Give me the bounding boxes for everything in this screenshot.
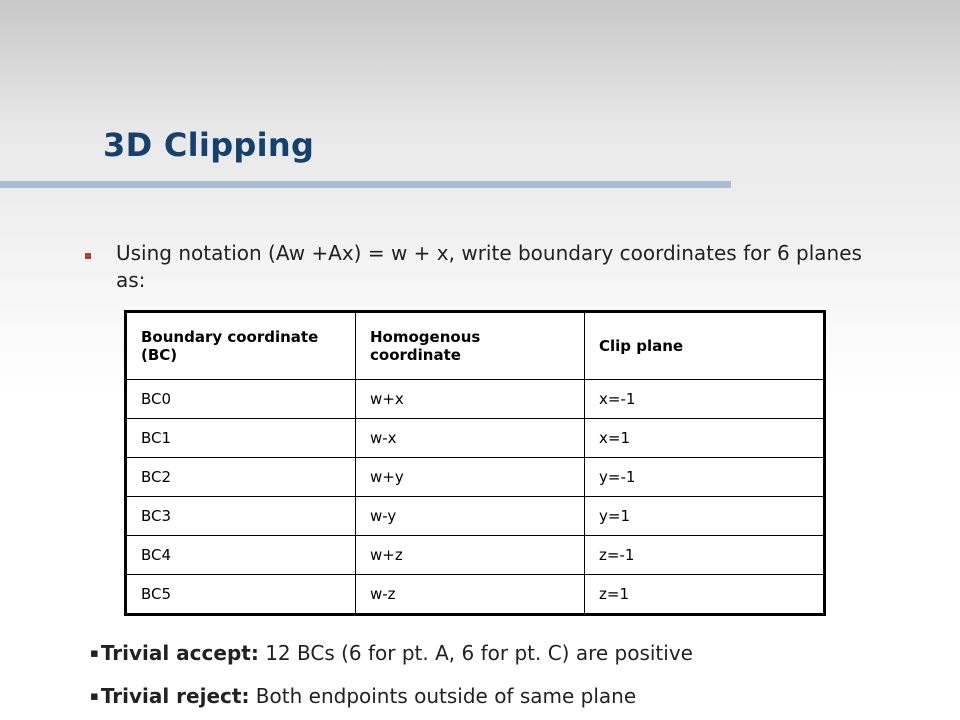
note-label: Trivial reject: [100,684,250,708]
bullet-text: Using notation (Aw +Ax) = w + x, write boundary coordinates for 6 planes as: [116,241,862,292]
table-cell: w+z [356,536,585,575]
table-cell: x=-1 [585,380,825,419]
table-row [126,419,825,458]
table-cell: BC0 [126,380,356,419]
table-cell: w-y [356,497,585,536]
header-homogenous-coordinate: Homogenous coordinate [356,312,585,380]
table-cell: BC2 [126,458,356,497]
square-bullet-icon: ▪ [90,689,99,704]
header-clip-plane: Clip plane [585,312,825,380]
square-bullet-icon: ▪ [90,646,99,661]
table-cell: BC4 [126,536,356,575]
bullet-item [85,240,885,294]
table-cell: BC3 [126,497,356,536]
table-cell: w+x [356,380,585,419]
note-label: Trivial accept: [100,641,259,665]
note-trivial-accept [90,641,693,665]
table-cell: x=1 [585,419,825,458]
header-boundary-coordinate: Boundary coordinate (BC) [126,312,356,380]
bullet-square-icon [85,253,91,259]
table-cell: y=-1 [585,458,825,497]
slide-title: 3D Clipping [103,126,315,164]
table-cell: z=-1 [585,536,825,575]
note-text: 12 BCs (6 for pt. A, 6 for pt. C) are positive [258,641,693,665]
table-cell: BC1 [126,419,356,458]
table-row [126,458,825,497]
boundary-coordinates-table [124,310,826,616]
table-row [126,497,825,536]
note-trivial-reject [90,684,636,708]
table-cell: z=1 [585,575,825,615]
table-row [126,380,825,419]
table-row [126,536,825,575]
table-header-row [126,312,825,380]
table-cell: w-x [356,419,585,458]
table-cell: BC5 [126,575,356,615]
table-cell: w+y [356,458,585,497]
note-text: Both endpoints outside of same plane [249,684,637,708]
table-cell: y=1 [585,497,825,536]
table-row [126,575,825,615]
title-underline-bar [0,181,731,188]
table-cell: w-z [356,575,585,615]
